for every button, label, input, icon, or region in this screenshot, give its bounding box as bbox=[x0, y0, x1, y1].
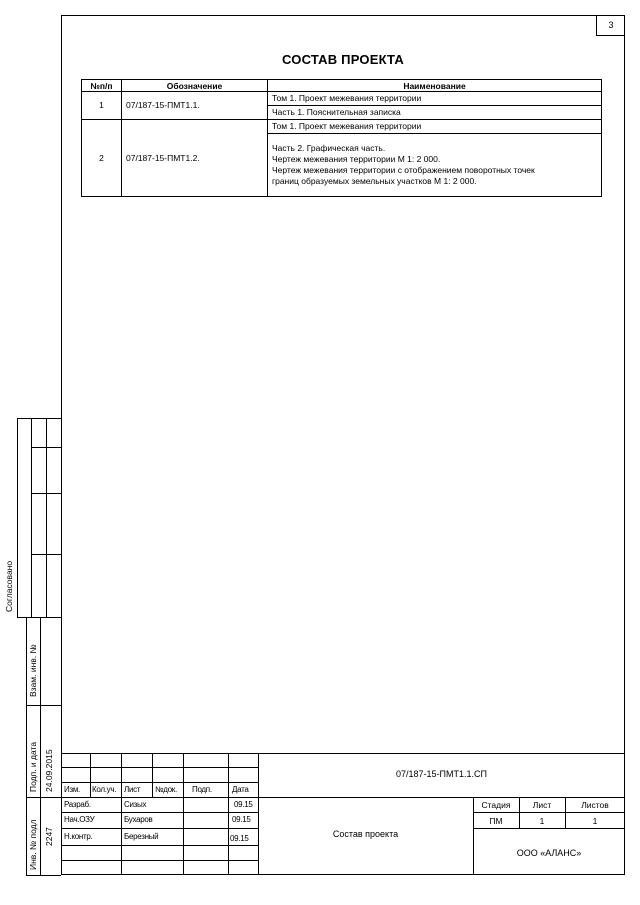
col-header-doc: №док. bbox=[155, 785, 177, 794]
role-label: Н.контр. bbox=[64, 832, 93, 841]
role-date: 09.15 bbox=[234, 800, 253, 809]
row-name-block bbox=[268, 134, 602, 197]
table-header-row bbox=[82, 80, 602, 92]
row-name-line: Чертеж межевания территории с отображением поворотных точек bbox=[272, 165, 535, 175]
side-line bbox=[17, 617, 61, 618]
stamp-line bbox=[61, 753, 625, 754]
col-header-date: Дата bbox=[232, 785, 249, 794]
header-num: №п/п bbox=[82, 80, 122, 92]
side-line bbox=[26, 875, 61, 876]
stamp-line bbox=[61, 797, 625, 798]
stamp-line bbox=[90, 753, 91, 797]
row-name-line: Часть 1. Пояснительная записка bbox=[268, 106, 602, 120]
col-header-izm: Изм. bbox=[64, 785, 80, 794]
row-num: 1 bbox=[82, 92, 122, 120]
side-line bbox=[26, 705, 61, 706]
stamp-line bbox=[473, 828, 625, 829]
row-name-line: границ образуемых земельных участков М 1: 2 000. bbox=[272, 176, 477, 186]
stamp-line bbox=[152, 753, 153, 797]
agreed-label: Согласовано bbox=[4, 560, 14, 612]
stamp-line bbox=[228, 753, 229, 875]
stamp-line bbox=[121, 753, 122, 875]
doc-title: Состав проекта bbox=[332, 829, 399, 839]
header-designation: Обозначение bbox=[122, 80, 268, 92]
side-line bbox=[17, 418, 61, 419]
row-designation: 07/187-15-ПМТ1.1. bbox=[122, 92, 268, 120]
stamp-line bbox=[183, 753, 184, 875]
side-line bbox=[31, 447, 61, 448]
row-name-line: Чертеж межевания территории М 1: 2 000. bbox=[272, 154, 441, 164]
side-line bbox=[31, 493, 61, 494]
row-name-line: Часть 2. Графическая часть. bbox=[272, 143, 386, 153]
sheet-label: Лист bbox=[532, 800, 552, 810]
stage-label: Стадия bbox=[481, 800, 511, 810]
sheets-value: 1 bbox=[592, 816, 598, 826]
side-line bbox=[40, 617, 41, 875]
role-date: 09.15 bbox=[230, 834, 249, 843]
sheet-value: 1 bbox=[539, 816, 545, 826]
row-designation: 07/187-15-ПМТ1.2. bbox=[122, 120, 268, 197]
sign-date-label: Подп. и дата bbox=[28, 741, 38, 792]
inv-orig-value: 2247 bbox=[44, 827, 54, 846]
role-label: Разраб. bbox=[64, 800, 91, 809]
table-row bbox=[82, 92, 602, 106]
page-title: СОСТАВ ПРОЕКТА bbox=[282, 52, 404, 67]
sheets-label: Листов bbox=[581, 800, 609, 810]
role-label: Нач.ОЗУ bbox=[64, 815, 95, 824]
company-name: ООО «АЛАНС» bbox=[516, 848, 582, 858]
doc-code: 07/187-15-ПМТ1.1.СП bbox=[396, 769, 487, 779]
col-header-list: Лист bbox=[124, 785, 141, 794]
role-name: Бухаров bbox=[124, 815, 153, 824]
side-line bbox=[26, 797, 61, 798]
col-header-kol: Кол.уч. bbox=[92, 785, 117, 794]
row-name-line: Том 1. Проект межевания территории bbox=[268, 92, 602, 106]
header-name: Наименование bbox=[268, 80, 602, 92]
side-line bbox=[26, 617, 27, 875]
inv-replace-label: Взам. инв. № bbox=[28, 644, 38, 697]
page-number: 3 bbox=[596, 15, 625, 36]
sign-date-value: 24.09.2015 bbox=[44, 749, 54, 792]
composition-table bbox=[81, 79, 602, 197]
row-num: 2 bbox=[82, 120, 122, 197]
stage-value: ПМ bbox=[489, 816, 503, 826]
inv-orig-label: Инв. № подл bbox=[28, 819, 38, 870]
role-name: Сизых bbox=[124, 800, 147, 809]
row-name-line: Том 1. Проект межевания территории bbox=[268, 120, 602, 134]
side-line bbox=[31, 554, 61, 555]
col-header-sign: Подп. bbox=[192, 785, 212, 794]
side-line bbox=[17, 418, 18, 617]
table-row bbox=[82, 120, 602, 134]
role-name: Березный bbox=[124, 832, 159, 841]
stamp-line bbox=[473, 812, 625, 813]
role-date: 09.15 bbox=[232, 815, 251, 824]
